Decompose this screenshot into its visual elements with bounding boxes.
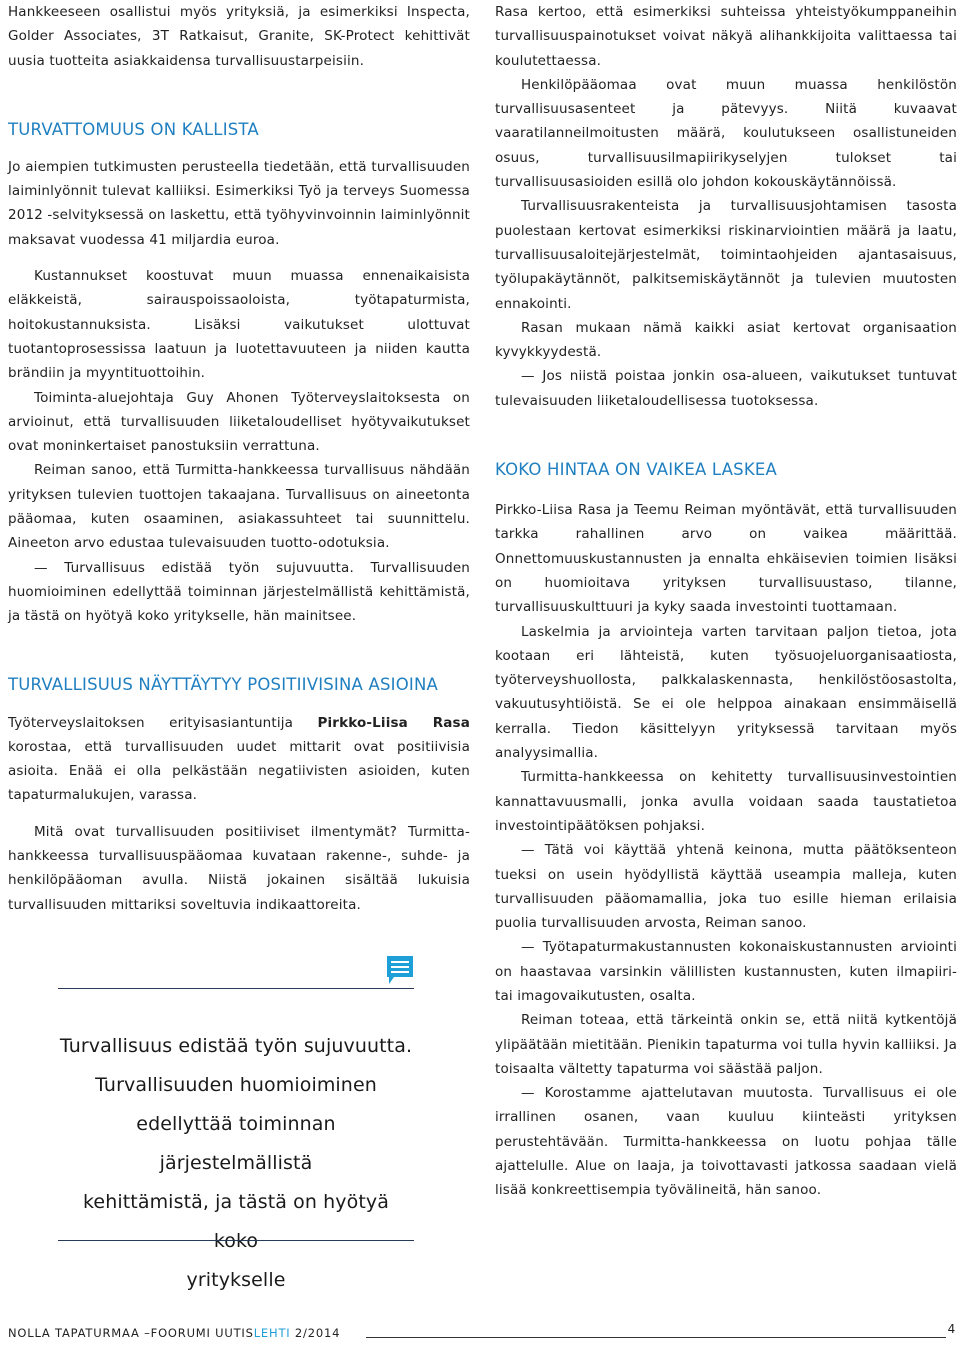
page-number: 4: [947, 1322, 956, 1336]
left-column: [8, 0, 470, 917]
paragraph: Kustannukset koostuvat muun muassa ennenaikaisista eläkkeistä, sairauspoissaoloista, työtapaturmista, hoitokustannuksista. Lisäksi vaikutukset ulottuvat tuotantoprosessissa laatuun ja luotettavuuteen ja niiden kautta brändiin ja myyntituottoihin.: [8, 268, 470, 382]
highlighted-name: Pirkko-Liisa Rasa: [317, 714, 470, 731]
pull-quote: [58, 955, 414, 1291]
intro-paragraph: Hankkeeseen osallistui myös yrityksiä, ja esimerkiksi Inspecta, Golder Associates, 3T Ratkaisut, Granite, SK-Protect kehittivät uusia tuotteita asiakkaidensa turvallisuustarpeisiin.: [8, 4, 470, 69]
footer-rule: [366, 1337, 946, 1338]
heading-positiivisina: TURVALLISUUS NÄYTTÄYTYY POSITIIVISINA ASIOINA: [8, 674, 438, 694]
paragraph: Työterveyslaitoksen erityisasiantuntija Pirkko-Liisa Rasa korostaa, että turvallisuuden uudet mittarit ovat positiivisia asioita. Enää ei olla pelkästään negatiivisten asioiden, kuten tapaturmalukujen, varassa.: [8, 714, 470, 804]
paragraph: Henkilöpääomaa ovat muun muassa henkilöstön turvallisuusasenteet ja pätevyys. Niitä kuvaavat vaaratilanneilmoitusten määrä, koulutukseen osallistuneiden osuus, turvallisuusilmapiirikyselyjen tulokset tai turvallisuusasioiden esillä olo johdon kokouskäytännöissä.: [495, 76, 957, 191]
paragraph: Laskelmia ja arviointeja varten tarvitaan paljon tietoa, jota kootaan eri lähteistä, kuten työsuojeluorganisaatiosta, työterveyshuollosta, palkkalaskennasta, henkilöstöosastolta, vakuutusyhtiöistä. Se ei ole helppoa ainakaan ensimmäisellä kerralla. Tiedon käsittelyyn yrityksessä tarvitaan myös analyysimallia.: [495, 623, 957, 762]
quote-text: Turvallisuus edistää työn sujuvuutta. Turvallisuuden huomioiminen edellyttää toiminnan järjestelmällistä kehittämistä, ja tästä on hyötyä koko yritykselle: [59, 1035, 413, 1291]
quote-rule-top: [58, 988, 414, 989]
paragraph: Jo aiempien tutkimusten perusteella tiedetään, että turvallisuuden laiminlyönnit tulevat kalliiksi. Esimerkiksi Työ ja terveys Suomessa 2012 -selvityksessä on laskettu, että työhyvinvoinnin laiminlyönnit maksavat vuodessa 41 miljardia euroa.: [8, 158, 470, 248]
paragraph: Pirkko-Liisa Rasa ja Teemu Reiman myöntävät, että turvallisuuden tarkka rahallinen arvo on vaikea määrittää. Onnettomuuskustannusten ja ennalta ehkäisevien toimien lisäksi on huomioitava yrityksen turvallisuustaso, tilanne, turvallisuuskulttuuri ja kyky saada investointi tuottamaan.: [495, 502, 957, 616]
paragraph: Turvallisuusrakenteista ja turvallisuusjohtamisen tasosta puolestaan kertovat esimerkiksi riskinarviointien määrä ja laatu, turvallisuusaloitejärjestelmät, toimintaohjeiden ajantasaisuus, työlupakäytännöt, palkitsemiskäytännöt ja tulevien muutosten ennakointi.: [495, 198, 957, 312]
page-footer: [8, 1322, 956, 1342]
paragraph: — Tätä voi käyttää yhtenä keinona, mutta päätöksenteon tueksi on usein hyödyllistä käyttää useampia malleja, kuten turvallisuuden pääomamallia, joka tuo esille hieman erilaisia puolia turvallisuuden arvosta, Reiman sanoo.: [495, 842, 957, 932]
paragraph: Reiman toteaa, että tärkeintä onkin se, että niitä kytkentöjä ylipäätään mietitään. Pienikin tapaturma voi tulla hyvin kalliiksi. Ja toisaalta vältetty tapaturma voi säästää paljon.: [495, 1012, 957, 1077]
paragraph: Mitä ovat turvallisuuden positiiviset ilmentymät? Turmitta-hankkeessa turvallisuuspääomaa kuvataan rakenne-, suhde- ja henkilöpääoman avulla. Niistä jokainen sisältää lukuisia turvallisuuden mittariksi soveltuvia indikaattoreita.: [8, 823, 470, 913]
paragraph: Reiman sanoo, että Turmitta-hankkeessa turvallisuus nähdään yrityksen tulevien tuottojen takaajana. Turvallisuus on aineetonta pääomaa, kuten osaaminen, asiakassuhteet tai suunnittelu. Aineeton arvo edustaa tulevaisuuden tuotto-odotuksia.: [8, 462, 470, 552]
speech-bubble-icon: [386, 955, 414, 985]
heading-koko-hintaa: KOKO HINTAA ON VAIKEA LASKEA: [495, 460, 777, 480]
heading-turvattomuus: TURVATTOMUUS ON KALLISTA: [8, 119, 259, 139]
paragraph: Turmitta-hankkeessa on kehitetty turvallisuusinvestointien kannattavuusmalli, jonka avulla voidaan saada taustatietoa investointipäätöksen pohjaksi.: [495, 769, 957, 834]
paragraph: — Jos niistä poistaa jonkin osa-alueen, vaikutukset tuntuvat tulevaisuuden liiketaloudellisessa tuotoksessa.: [495, 368, 957, 409]
publication-name: NOLLA TAPATURMAA –FOORUMI UUTISLEHTI 2/2014: [8, 1326, 341, 1340]
quote-rule-bottom: [58, 1240, 414, 1241]
right-column: [495, 0, 957, 1203]
paragraph: — Korostamme ajattelutavan muutosta. Turvallisuus ei ole irrallinen osanen, vaan kuuluu kiinteästi yrityksen perustehtävään. Turmitta-hankkeessa on luotu pohjaa tälle ajattelulle. Alue on laaja, ja toivottavasti jatkossa saadaan vielä lisää konkreettisempia työvälineitä, hän sanoo.: [495, 1085, 957, 1199]
paragraph: Rasan mukaan nämä kaikki asiat kertovat organisaation kyvykkyydestä.: [495, 319, 957, 361]
paragraph: Toiminta-aluejohtaja Guy Ahonen Työterveyslaitoksesta on arvioinut, että turvallisuuden liiketaloudelliset hyötyvaikutukset ovat moninkertaiset panostuksiin verrattuna.: [8, 389, 470, 455]
paragraph: — Työtapaturmakustannusten kokonaiskustannusten arviointi on haastavaa varsinkin välillisten kustannusten, kuten ilmapiiri- tai imagovaikutusten, osalta.: [495, 939, 957, 1004]
paragraph: Rasa kertoo, että esimerkiksi suhteissa yhteistyökumppaneihin turvallisuuspainotukset voivat näkyä alihankkijoita valittaessa tai koulutettaessa.: [495, 4, 957, 69]
paragraph: — Turvallisuus edistää työn sujuvuutta. Turvallisuuden huomioiminen edellyttää toiminnan järjestelmällistä kehittämistä, ja tästä on hyötyä koko yritykselle, hän mainitsee.: [8, 559, 470, 625]
